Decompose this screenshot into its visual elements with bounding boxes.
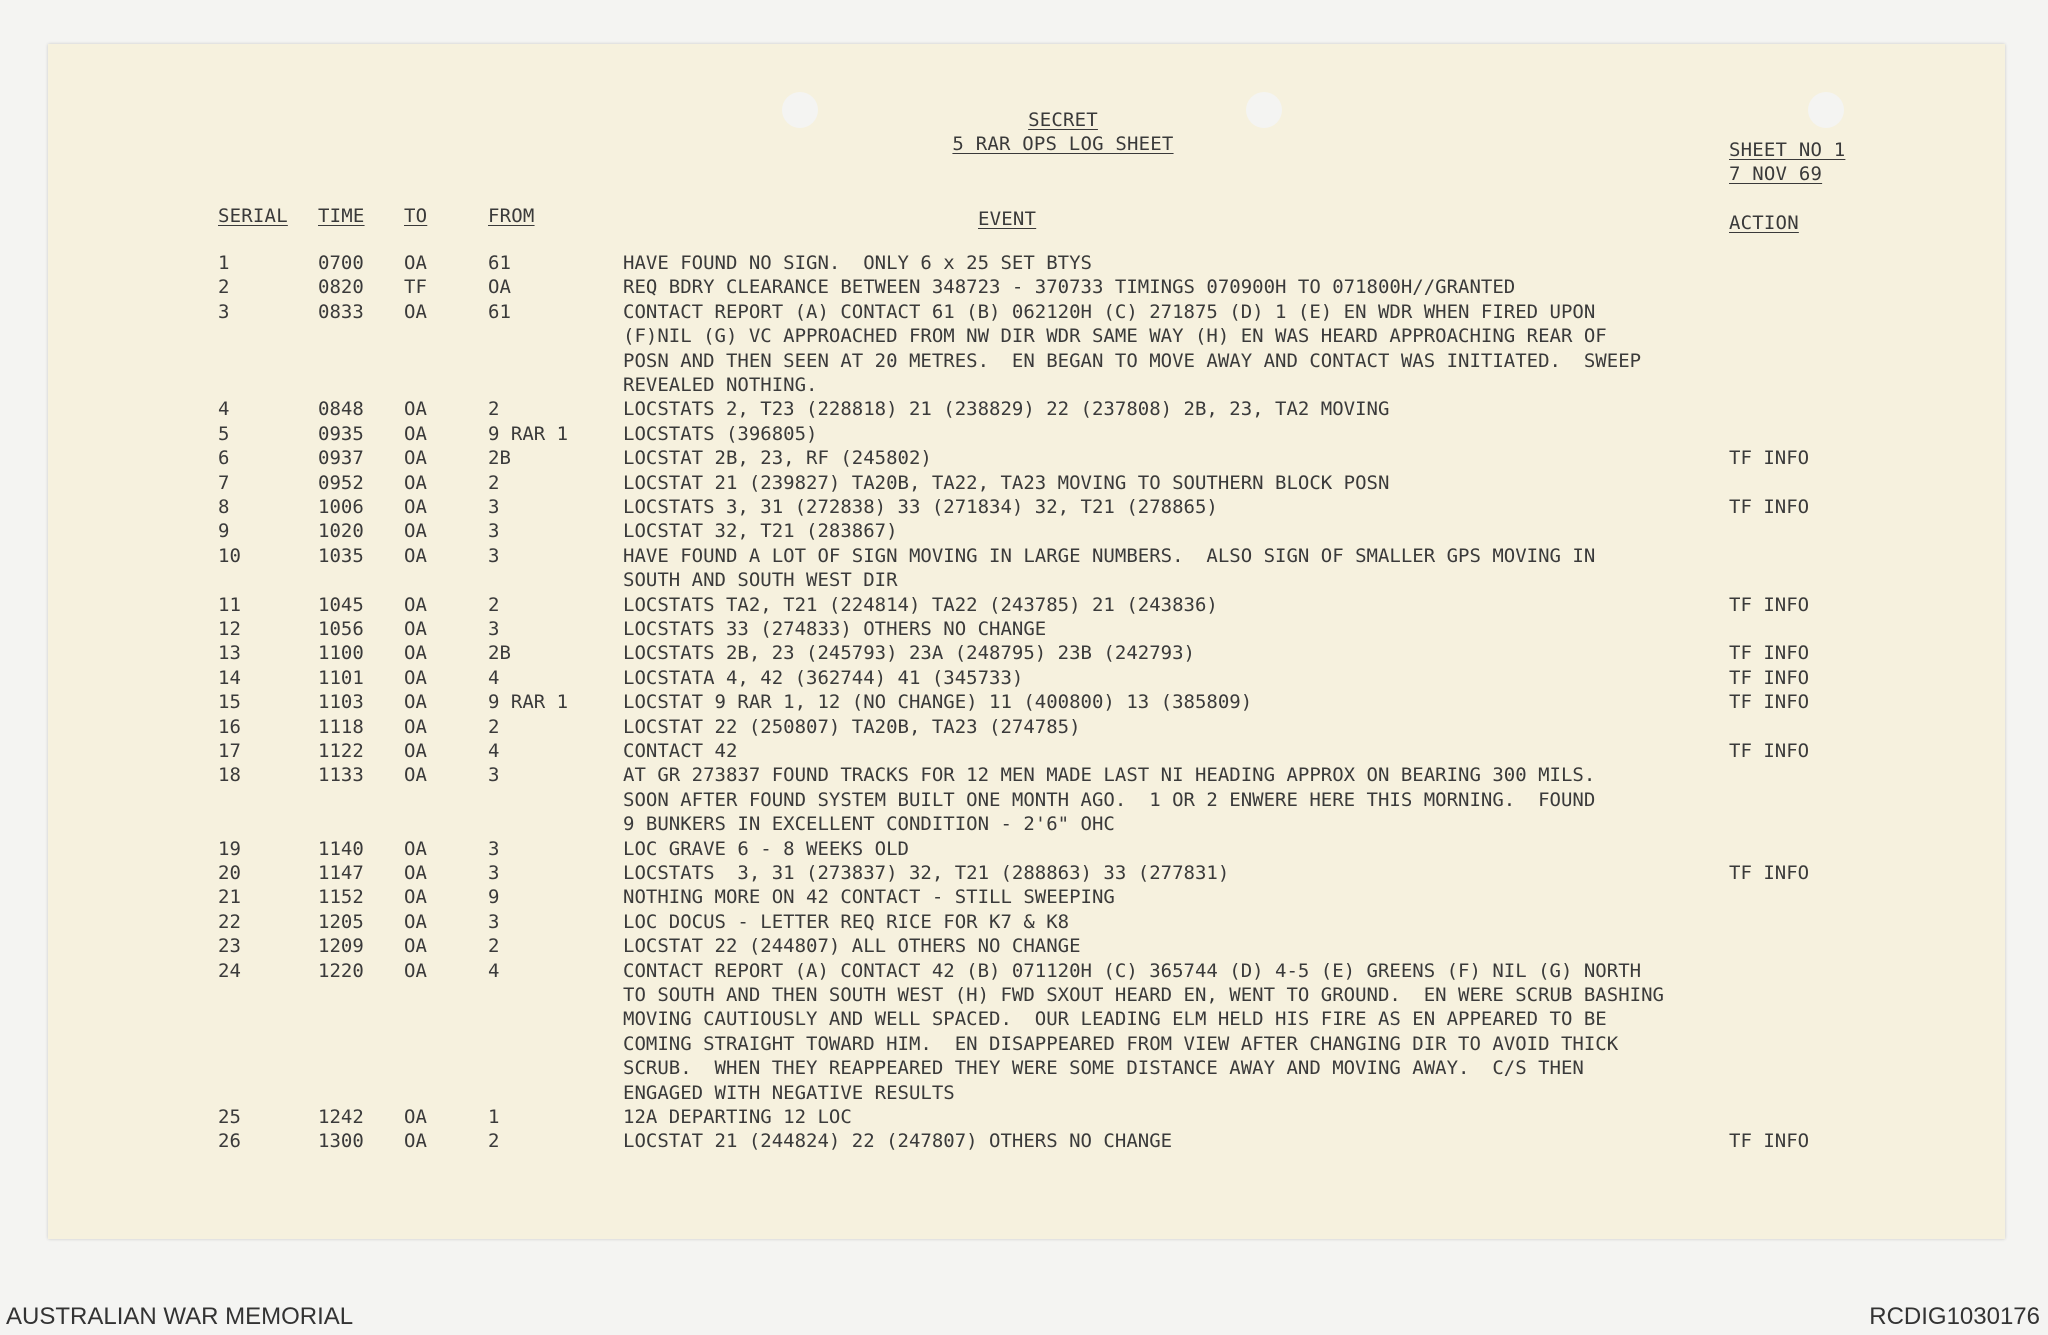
entry-serial: 9 — [218, 520, 230, 543]
entry-action: TF INFO — [1729, 862, 1810, 884]
entry-event-line: REVEALED NOTHING. — [623, 373, 818, 396]
entry-time: 0820 — [318, 276, 364, 299]
log-entry — [48, 959, 2005, 1104]
entry-time: 1152 — [318, 886, 364, 909]
entry-from: 4 — [488, 959, 500, 982]
entry-to: OA — [404, 447, 427, 470]
entry-time: 1147 — [318, 862, 364, 884]
log-entry — [48, 715, 2005, 739]
entry-to: OA — [404, 642, 427, 665]
entry-action: TF INFO — [1729, 496, 1810, 518]
classification: SECRET — [1028, 109, 1098, 131]
entry-from: 3 — [488, 837, 500, 860]
entry-time: 1118 — [318, 715, 364, 738]
entry-time: 1100 — [318, 642, 364, 665]
entry-event-line: LOCSTATS 33 (274833) OTHERS NO CHANGE — [623, 618, 1047, 640]
entry-to: OA — [404, 544, 427, 567]
log-sheet — [48, 44, 2005, 1239]
column-header-event: EVENT — [978, 208, 1037, 230]
log-entry — [48, 519, 2005, 543]
entry-action: TF INFO — [1729, 740, 1810, 762]
entry-event-line: LOCSTATA 4, 42 (362744) 41 (345733) — [623, 666, 1024, 689]
entry-to: OA — [404, 910, 427, 933]
log-entry — [48, 690, 2005, 714]
entry-to: OA — [404, 935, 427, 958]
column-header-from: FROM — [488, 205, 535, 227]
entry-from: 2 — [488, 935, 500, 958]
entry-from: 4 — [488, 666, 500, 689]
log-entry — [48, 471, 2005, 495]
log-entry — [48, 910, 2005, 934]
entry-to: OA — [404, 715, 427, 738]
entry-time: 1209 — [318, 935, 364, 958]
entry-from: 3 — [488, 496, 500, 518]
entry-event-line: TO SOUTH AND THEN SOUTH WEST (H) FWD SXOUT HEARD EN, WENT TO GROUND. EN WERE SCRUB BASHING — [623, 983, 1664, 1006]
entry-to: OA — [404, 496, 427, 518]
entry-action: TF INFO — [1729, 593, 1810, 616]
entry-time: 1006 — [318, 496, 364, 518]
entry-to: OA — [404, 252, 427, 274]
entry-event-line: LOCSTAT 22 (250807) TA20B, TA23 (274785) — [623, 715, 1081, 738]
footer-archive-name: AUSTRALIAN WAR MEMORIAL — [6, 1303, 354, 1330]
entry-serial: 18 — [218, 764, 241, 787]
log-entry — [48, 397, 2005, 421]
entry-event-line: SOUTH AND SOUTH WEST DIR — [623, 569, 898, 592]
entry-serial: 17 — [218, 740, 241, 762]
entry-to: OA — [404, 398, 427, 421]
entry-to: OA — [404, 471, 427, 494]
entry-time: 1101 — [318, 666, 364, 689]
entry-event-line: 12A DEPARTING 12 LOC — [623, 1106, 852, 1128]
entry-serial: 23 — [218, 935, 241, 958]
entry-event-line: POSN AND THEN SEEN AT 20 METRES. EN BEGAN TO MOVE AWAY AND CONTACT WAS INITIATED. SWEEP — [623, 349, 1642, 372]
entry-event-line: 9 BUNKERS IN EXCELLENT CONDITION - 2'6" OHC — [623, 813, 1115, 836]
entry-from: 9 RAR 1 — [488, 691, 569, 714]
entry-event-line: SOON AFTER FOUND SYSTEM BUILT ONE MONTH AGO. 1 OR 2 ENWERE HERE THIS MORNING. FOUND — [623, 788, 1596, 811]
entry-from: 2B — [488, 642, 511, 665]
entry-to: OA — [404, 740, 427, 762]
log-entry — [48, 300, 2005, 396]
entry-to: OA — [404, 300, 427, 323]
log-entry — [48, 1129, 2005, 1153]
entry-time: 1056 — [318, 618, 364, 640]
footer-document-id: RCDIG1030176 — [1869, 1303, 2040, 1330]
entry-serial: 2 — [218, 276, 230, 299]
log-entry — [48, 251, 2005, 275]
entry-event-line: CONTACT REPORT (A) CONTACT 61 (B) 062120H (C) 271875 (D) 1 (E) EN WDR WHEN FIRED UPON — [623, 300, 1596, 323]
entry-from: 2 — [488, 1130, 500, 1153]
entry-from: 2 — [488, 398, 500, 421]
entry-time: 0700 — [318, 252, 364, 274]
entry-event-line: AT GR 273837 FOUND TRACKS FOR 12 MEN MADE LAST NI HEADING APPROX ON BEARING 300 MILS. — [623, 764, 1596, 787]
entry-event-line: MOVING CAUTIOUSLY AND WELL SPACED. OUR LEADING ELM HELD HIS FIRE AS EN APPEARED TO BE — [623, 1008, 1607, 1031]
log-entry — [48, 739, 2005, 763]
entry-serial: 4 — [218, 398, 230, 421]
entry-to: OA — [404, 666, 427, 689]
entry-time: 1300 — [318, 1130, 364, 1153]
entry-action: TF INFO — [1729, 642, 1810, 665]
entry-from: 9 — [488, 886, 500, 909]
entry-serial: 12 — [218, 618, 241, 640]
entry-serial: 14 — [218, 666, 241, 689]
log-entry — [48, 275, 2005, 299]
entry-time: 1205 — [318, 910, 364, 933]
entry-to: OA — [404, 1106, 427, 1128]
entry-time: 1122 — [318, 740, 364, 762]
log-entry — [48, 593, 2005, 617]
entry-from: 2 — [488, 715, 500, 738]
entry-event-line: SCRUB. WHEN THEY REAPPEARED THEY WERE SOME DISTANCE AWAY AND MOVING AWAY. C/S THEN — [623, 1057, 1584, 1080]
column-header-to: TO — [404, 205, 428, 227]
entry-to: OA — [404, 959, 427, 982]
entry-to: OA — [404, 520, 427, 543]
entry-action: TF INFO — [1729, 691, 1810, 714]
entry-event-line: REQ BDRY CLEARANCE BETWEEN 348723 - 370733 TIMINGS 070900H TO 071800H//GRANTED — [623, 276, 1516, 299]
entry-event-line: ENGAGED WITH NEGATIVE RESULTS — [623, 1081, 955, 1104]
entry-from: 1 — [488, 1106, 500, 1128]
entry-to: OA — [404, 422, 427, 445]
entry-action: TF INFO — [1729, 1130, 1810, 1153]
entry-to: OA — [404, 691, 427, 714]
entry-serial: 21 — [218, 886, 241, 909]
entry-time: 0935 — [318, 422, 364, 445]
entry-serial: 3 — [218, 300, 230, 323]
entry-serial: 15 — [218, 691, 241, 714]
log-entry — [48, 446, 2005, 470]
entry-from: OA — [488, 276, 511, 299]
log-entry — [48, 1105, 2005, 1129]
entry-event-line: LOCSTATS TA2, T21 (224814) TA22 (243785) 21 (243836) — [623, 593, 1218, 616]
entry-serial: 10 — [218, 544, 241, 567]
sheet-number: SHEET NO 1 — [1729, 139, 1846, 161]
entry-time: 1220 — [318, 959, 364, 982]
log-entry — [48, 666, 2005, 690]
entry-event-line: NOTHING MORE ON 42 CONTACT - STILL SWEEPING — [623, 886, 1115, 909]
entry-event-line: LOCSTATS 2B, 23 (245793) 23A (248795) 23B (242793) — [623, 642, 1195, 665]
entry-time: 1045 — [318, 593, 364, 616]
entry-event-line: LOC DOCUS - LETTER REQ RICE FOR K7 & K8 — [623, 910, 1070, 933]
entry-to: OA — [404, 1130, 427, 1153]
punch-hole — [1808, 92, 1844, 128]
entry-from: 4 — [488, 740, 500, 762]
document-title: 5 RAR OPS LOG SHEET — [952, 133, 1174, 155]
entry-event-line: LOCSTAT 21 (239827) TA20B, TA22, TA23 MOVING TO SOUTHERN BLOCK POSN — [623, 471, 1390, 494]
log-entry — [48, 763, 2005, 836]
log-entry — [48, 861, 2005, 885]
entry-action: TF INFO — [1729, 447, 1810, 470]
entry-event-line: LOCSTATS 2, T23 (228818) 21 (238829) 22 (237808) 2B, 23, TA2 MOVING — [623, 398, 1390, 421]
entry-time: 0833 — [318, 300, 364, 323]
entry-serial: 19 — [218, 837, 241, 860]
log-entry — [48, 934, 2005, 958]
entry-event-line: COMING STRAIGHT TOWARD HIM. EN DISAPPEARED FROM VIEW AFTER CHANGING DIR TO AVOID THICK — [623, 1032, 1619, 1055]
entry-from: 2 — [488, 593, 500, 616]
entry-from: 61 — [488, 252, 511, 274]
log-entry — [48, 885, 2005, 909]
column-header-time: TIME — [318, 205, 365, 227]
entry-to: OA — [404, 618, 427, 640]
entry-to: TF — [404, 276, 427, 299]
entry-event-line: LOCSTATS 3, 31 (272838) 33 (271834) 32, T21 (278865) — [623, 496, 1218, 518]
entry-serial: 16 — [218, 715, 241, 738]
entry-serial: 8 — [218, 496, 230, 518]
entry-serial: 26 — [218, 1130, 241, 1153]
entry-from: 2B — [488, 447, 511, 470]
entry-event-line: LOCSTAT 21 (244824) 22 (247807) OTHERS NO CHANGE — [623, 1130, 1173, 1153]
entry-serial: 6 — [218, 447, 230, 470]
entry-serial: 13 — [218, 642, 241, 665]
entry-from: 3 — [488, 544, 500, 567]
entry-serial: 25 — [218, 1106, 241, 1128]
log-entry — [48, 641, 2005, 665]
entry-serial: 7 — [218, 471, 230, 494]
entry-serial: 5 — [218, 422, 230, 445]
entry-serial: 11 — [218, 593, 241, 616]
log-entry — [48, 544, 2005, 592]
entry-time: 0952 — [318, 471, 364, 494]
entry-event-line: LOCSTAT 32, T21 (283867) — [623, 520, 898, 543]
entry-event-line: CONTACT 42 — [623, 740, 738, 762]
entry-event-line: CONTACT REPORT (A) CONTACT 42 (B) 071120H (C) 365744 (D) 4-5 (E) GREENS (F) NIL (G) NORTH — [623, 959, 1642, 982]
punch-hole — [1246, 92, 1282, 128]
entry-event-line: HAVE FOUND A LOT OF SIGN MOVING IN LARGE NUMBERS. ALSO SIGN OF SMALLER GPS MOVING IN — [623, 544, 1596, 567]
entry-time: 0937 — [318, 447, 364, 470]
entry-to: OA — [404, 593, 427, 616]
entry-time: 1035 — [318, 544, 364, 567]
log-entry — [48, 422, 2005, 446]
entry-time: 1020 — [318, 520, 364, 543]
entry-time: 1103 — [318, 691, 364, 714]
entry-event-line: LOCSTATS 3, 31 (273837) 32, T21 (288863) 33 (277831) — [623, 862, 1230, 884]
entry-serial: 1 — [218, 252, 230, 274]
entry-serial: 20 — [218, 862, 241, 884]
punch-hole — [782, 92, 818, 128]
entry-time: 1133 — [318, 764, 364, 787]
entry-event-line: HAVE FOUND NO SIGN. ONLY 6 x 25 SET BTYS — [623, 252, 1092, 274]
entry-serial: 22 — [218, 910, 241, 933]
entry-to: OA — [404, 837, 427, 860]
entry-to: OA — [404, 886, 427, 909]
entry-time: 0848 — [318, 398, 364, 421]
sheet-date: 7 NOV 69 — [1729, 163, 1823, 185]
entry-from: 9 RAR 1 — [488, 422, 569, 445]
column-header-action: ACTION — [1729, 212, 1799, 234]
entry-from: 3 — [488, 910, 500, 933]
log-entry — [48, 617, 2005, 641]
entry-event-line: LOCSTAT 2B, 23, RF (245802) — [623, 447, 932, 470]
column-header-serial: SERIAL — [218, 205, 288, 227]
entry-serial: 24 — [218, 959, 241, 982]
entry-from: 61 — [488, 300, 511, 323]
entry-to: OA — [404, 862, 427, 884]
entry-action: TF INFO — [1729, 666, 1810, 689]
entry-event-line: LOCSTATS (396805) — [623, 422, 818, 445]
entry-event-line: LOC GRAVE 6 - 8 WEEKS OLD — [623, 837, 909, 860]
entry-from: 3 — [488, 862, 500, 884]
entry-from: 3 — [488, 764, 500, 787]
entry-from: 3 — [488, 520, 500, 543]
entry-from: 3 — [488, 618, 500, 640]
entry-event-line: LOCSTAT 22 (244807) ALL OTHERS NO CHANGE — [623, 935, 1081, 958]
log-entry — [48, 495, 2005, 519]
log-entry — [48, 837, 2005, 861]
entry-event-line: LOCSTAT 9 RAR 1, 12 (NO CHANGE) 11 (400800) 13 (385809) — [623, 691, 1253, 714]
entry-event-line: (F)NIL (G) VC APPROACHED FROM NW DIR WDR SAME WAY (H) EN WAS HEARD APPROACHING REAR OF — [623, 325, 1607, 348]
entry-to: OA — [404, 764, 427, 787]
entry-time: 1140 — [318, 837, 364, 860]
entry-time: 1242 — [318, 1106, 364, 1128]
entry-from: 2 — [488, 471, 500, 494]
